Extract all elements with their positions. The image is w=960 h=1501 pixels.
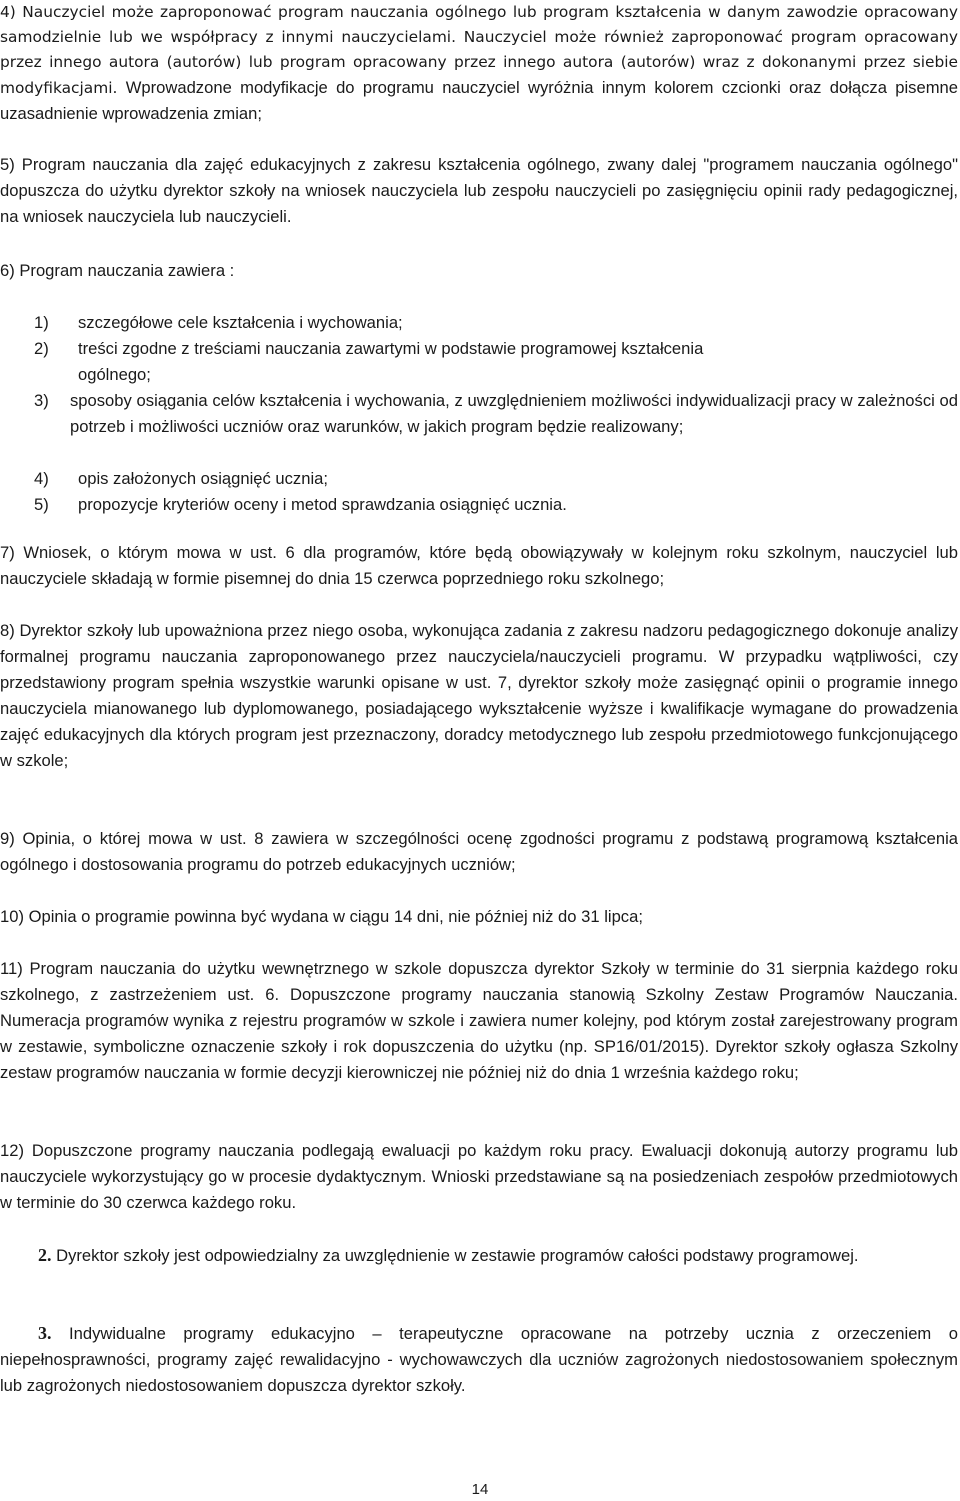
- paragraph-4-part-b: Wprowadzone modyfikacje do programu nauczyciel wyróżnia innym kolorem czcionki oraz dołącza pisemne uzasadnienie wprowadzenia zmian;: [0, 78, 958, 123]
- list-item-number: 1): [34, 313, 49, 332]
- list-item-4: [34, 466, 958, 492]
- paragraph-6: 6) Program nauczania zawiera :: [0, 261, 235, 280]
- list-item-number: 5): [34, 495, 49, 514]
- section-3: [0, 1320, 958, 1399]
- list-item-number: 3): [34, 391, 49, 410]
- list-item-text: propozycje kryteriów oceny i metod sprawdzania osiągnięć ucznia.: [78, 495, 567, 514]
- list-item-2: [34, 336, 724, 388]
- paragraph-8: 8) Dyrektor szkoły lub upoważniona przez niego osoba, wykonująca zadania z zakresu nadzoru pedagogicznego dokonuje analizy formalnej programu nauczania zaproponowanego przez nauczyciela/nauczycieli programu. W przypadku wątpliwości, czy przedstawiony program spełnia wszystkie warunki opisane w ust. 7, dyrektor szkoły może zasięgnąć opinii o programie innego nauczyciela mianowanego lub dyplomowanego, posiadającego wykształcenie wyższe i kwalifikacje wymagane do prowadzenia zajęć edukacyjnych dla których program jest przeznaczony, doradcy metodycznego lub zespołu przedmiotowego funkcjonującego w szkole;: [0, 621, 958, 770]
- list-item-text: szczegółowe cele kształcenia i wychowania;: [78, 313, 403, 332]
- paragraph-10: 10) Opinia o programie powinna być wydana w ciągu 14 dni, nie później niż do 31 lipca;: [0, 907, 643, 926]
- paragraph-4: [0, 0, 958, 127]
- page-number: 14: [471, 1481, 489, 1498]
- list-item-number: 2): [34, 339, 49, 358]
- paragraph-7: 7) Wniosek, o którym mowa w ust. 6 dla programów, które będą obowiązywały w kolejnym roku szkolnym, nauczyciel lub nauczyciele składają w formie pisemnej do dnia 15 czerwca poprzedniego roku szkolnego;: [0, 543, 958, 588]
- section-3-text: Indywidualne programy edukacyjno – terapeutyczne opracowane na potrzeby ucznia z orzeczeniem o niepełnosprawności, programy zajęć rewalidacyjno - wychowawczych dla uczniów zagrożonych niedostosowaniem społecznym lub zagrożonych niedostosowaniem dopuszcza dyrektor szkoły.: [0, 1324, 958, 1395]
- section-2-text: Dyrektor szkoły jest odpowiedzialny za uwzględnienie w zestawie programów całości podstawy programowej.: [51, 1246, 859, 1265]
- section-3-number: 3.: [38, 1323, 52, 1343]
- paragraph-12: 12) Dopuszczone programy nauczania podlegają ewaluacji po każdym roku pracy. Ewaluacji dokonują autorzy programu lub nauczyciele wykorzystujący go w procesie dydaktycznym. Wnioski przedstawiane są na posiedzeniach zespołów przedmiotowych w terminie do 30 czerwca każdego roku.: [0, 1141, 958, 1212]
- paragraph-9: 9) Opinia, o której mowa w ust. 8 zawiera w szczególności ocenę zgodności programu z podstawą programową kształcenia ogólnego i dostosowania programu do potrzeb edukacyjnych uczniów;: [0, 829, 958, 874]
- list-item-5: [34, 492, 958, 518]
- section-2-number: 2.: [38, 1245, 52, 1265]
- paragraph-4-part-a: 4) Nauczyciel może zaproponować program nauczania ogólnego lub program kształcenia w danym zawodzie opracowany samodzielnie lub we współpracy z innymi nauczycielami. Nauczyciel może również zaproponować program opracowany przez innego autora (autorów) lub program opracowany przez innego autora (autorów) wraz z dokonanymi przez siebie modyfikacjami.: [0, 3, 958, 97]
- list-item-number: 4): [34, 469, 49, 488]
- list-item-text: opis założonych osiągnięć ucznia;: [78, 469, 328, 488]
- list-item-text: treści zgodne z treściami nauczania zawartymi w podstawie programowej kształcenia ogólnego;: [78, 339, 704, 384]
- list-item-1: [34, 310, 958, 336]
- section-2: [0, 1242, 958, 1269]
- list-item-3: [34, 388, 958, 440]
- list-item-text: sposoby osiągania celów kształcenia i wychowania, z uwzględnieniem możliwości indywidualizacji pracy w zależności od potrzeb i możliwości uczniów oraz warunków, w jakich program będzie realizowany;: [70, 391, 958, 436]
- paragraph-11: 11) Program nauczania do użytku wewnętrznego w szkole dopuszcza dyrektor Szkoły w terminie do 31 sierpnia każdego roku szkolnego, z zastrzeżeniem ust. 6. Dopuszczone programy nauczania stanowią Szkolny Zestaw Programów Nauczania. Numeracja programów wynika z rejestru programów w szkole i zawiera numer kolejny, pod którym został zarejestrowany program w zestawie, symboliczne oznaczenie szkoły i rok dopuszczenia do użytku (np. SP16/01/2015). Dyrektor szkoły ogłasza Szkolny zestaw programów nauczania w formie decyzji kierowniczej nie później niż do dnia 1 września każdego roku;: [0, 959, 958, 1082]
- paragraph-5: 5) Program nauczania dla zajęć edukacyjnych z zakresu kształcenia ogólnego, zwany dalej "programem nauczania ogólnego" dopuszcza do użytku dyrektor szkoły na wniosek nauczyciela lub zespołu nauczycieli po zasięgnięciu opinii rady pedagogicznej, na wniosek nauczyciela lub nauczycieli.: [0, 155, 958, 226]
